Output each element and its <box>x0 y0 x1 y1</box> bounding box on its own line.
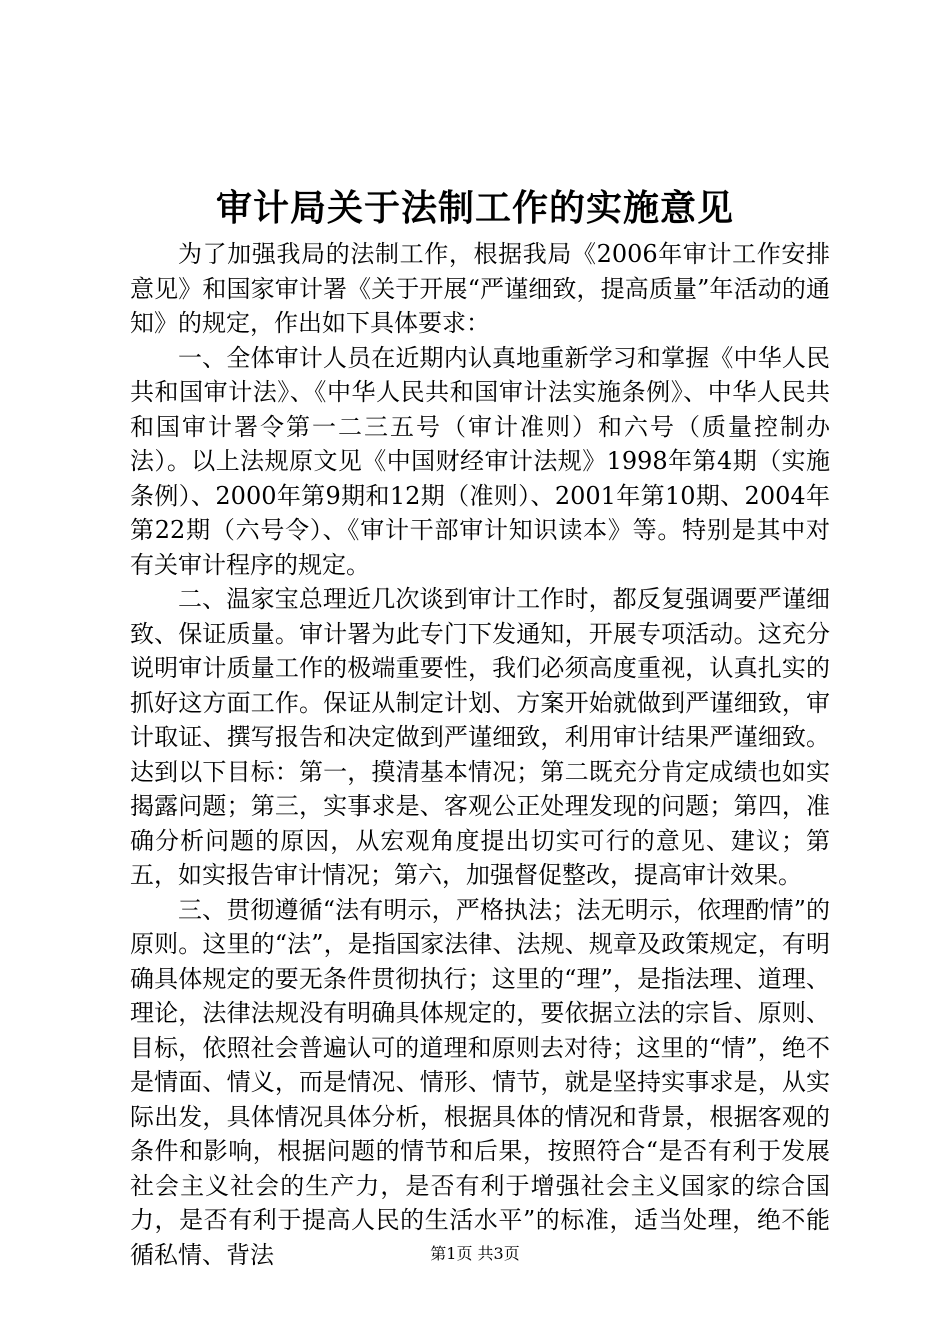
paragraph-section-2: 二、温家宝总理近几次谈到审计工作时，都反复强调要严谨细致、保证质量。审计署为此专门下发通知，开展专项活动。这充分说明审计质量工作的极端重要性，我们必须高度重视，认真扎实的抓好这方面工作。保证从制定计划、方案开始就做到严谨细致，审计取证、撰写报告和决定做到严谨细致，利用审计结果严谨细致。达到以下目标：第一，摸清基本情况；第二既充分肯定成绩也如实揭露问题；第三，实事求是、客观公正处理发现的问题；第四，准确分析问题的原因，从宏观角度提出切实可行的意见、建议；第五，如实报告审计情况；第六，加强督促整改，提高审计效果。 <box>130 585 830 889</box>
paragraph-section-1: 一、全体审计人员在近期内认真地重新学习和掌握《中华人民共和国审计法》、《中华人民共和国审计法实施条例》、中华人民共和国审计署令第一二三五号（审计准则）和六号（质量控制办法）。以上法规原文见《中国财经审计法规》1998年第4期（实施条例）、2000年第9期和12期（准则）、2001年第10期、2004年第22期（六号令）、《审计干部审计知识读本》等。特别是其中对有关审计程序的规定。 <box>130 343 830 579</box>
paragraph-section-3: 三、贯彻遵循“法有明示，严格执法；法无明示，依理酌情”的原则。这里的“法”，是指国家法律、法规、规章及政策规定，有明确具体规定的要无条件贯彻执行；这里的“理”，是指法理、道理、理论，法律法规没有明确具体规定的，要依据立法的宗旨、原则、目标，依照社会普遍认可的道理和原则去对待；这里的“情”，绝不是情面、情义，而是情况、情形、情节，就是坚持实事求是，从实际出发，具体情况具体分析，根据具体的情况和背景，根据客观的条件和影响，根据问题的情节和后果，按照符合“是否有利于发展社会主义社会的生产力，是否有利于增强社会主义国家的综合国力，是否有利于提高人民的生活水平”的标准，适当处理，绝不能循私情、背法 <box>130 895 830 1269</box>
document-title: 审计局关于法制工作的实施意见 <box>215 187 734 229</box>
page-number-footer: 第1页 共3页 <box>430 1244 520 1263</box>
document-body <box>130 237 830 1272</box>
paragraph-intro: 为了加强我局的法制工作，根据我局《2006年审计工作安排意见》和国家审计署《关于开展“严谨细致，提高质量”年活动的通知》的规定，作出如下具体要求： <box>130 240 830 337</box>
